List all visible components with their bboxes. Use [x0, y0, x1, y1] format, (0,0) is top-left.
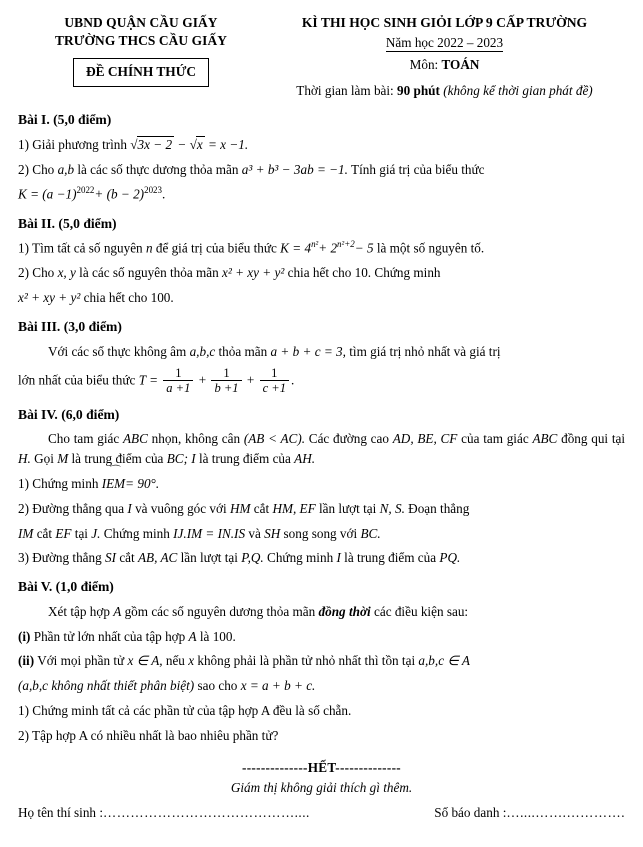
school-name: TRƯỜNG THCS CẦU GIẤY — [54, 32, 227, 48]
bai5-ii-x: x — [188, 653, 195, 669]
bai4-a: Cho tam giác — [48, 431, 120, 447]
bai1-q2-exp2: 2023 — [144, 185, 163, 196]
bai5-i-b: là 100. — [199, 628, 236, 644]
bai2-q2-vars: x, y — [57, 265, 76, 281]
document-footer — [0, 758, 643, 797]
bai4-AH: AH. — [294, 451, 316, 467]
bai2-q2-expr1: x² + xy + y² — [222, 265, 285, 281]
bai5-condition-ii-cont — [18, 676, 625, 696]
bai3-vars: a,b,c — [189, 343, 216, 359]
bai4-triangle2: ABC — [532, 431, 558, 447]
bai3-statement — [18, 342, 625, 362]
bai2-q1-K2: + 2 — [318, 240, 338, 256]
bai4-q2-NS: N, S. — [379, 500, 405, 516]
angle-hat-icon: ⌒ — [107, 464, 119, 477]
bai5-ii-b: nếu — [165, 653, 185, 669]
bai5-set-A: A — [113, 603, 122, 619]
bai5-ii-equation: x = a + b + c. — [240, 678, 316, 694]
candidate-id-dots: …....…….…………. — [506, 804, 625, 820]
bai2-q1-K: K = 4 — [280, 240, 312, 256]
bai3-a: Với các số thực không âm — [48, 343, 187, 359]
bai2-q2-a: 2) Cho — [18, 265, 55, 281]
bai4-intro — [18, 429, 625, 469]
section-title-5: Bài V. (1,0 điểm) — [18, 579, 114, 595]
fraction-c — [260, 366, 289, 395]
bai4-triangle: ABC — [122, 431, 148, 447]
bai1-q2-a: 2) Cho — [18, 161, 55, 177]
bai4-b: nhọn, không cân — [151, 431, 241, 447]
bai5-emphasis: đồng thời — [318, 603, 371, 619]
document-header — [0, 0, 643, 100]
bai5-ii-label: (ii) — [18, 653, 35, 669]
bai5-ii-c: không phải là phần tử nhỏ nhất thì tồn tại — [197, 653, 416, 669]
bai3-c: tìm giá trị nhỏ nhất và giá trị — [349, 343, 501, 359]
bai4-q2-J: J. — [91, 525, 101, 541]
bai4-c: Các đường cao — [308, 431, 389, 447]
subject-line — [264, 55, 625, 74]
bai3-b: thỏa mãn — [218, 343, 268, 359]
bai4-q2-SH: SH — [264, 525, 281, 541]
bai5-b: gồm các số nguyên dương thỏa mãn — [124, 603, 316, 619]
header-right-block — [264, 14, 625, 100]
time-note: (không kể thời gian phát đề) — [443, 82, 593, 98]
candidate-id-label: Số báo danh : — [434, 804, 507, 820]
bai1-question-2 — [18, 160, 625, 180]
bai4-q2-IM: IM — [18, 525, 34, 541]
bai4-BCI: BC; I — [166, 451, 196, 467]
bai2-question-1 — [18, 238, 625, 258]
bai4-i: là trung điểm của — [198, 451, 291, 467]
bai4-q3-SI: SI — [105, 550, 117, 566]
bai2-question-2 — [18, 263, 625, 283]
bai3-T: T = — [138, 372, 158, 388]
bai2-q1-a: 1) Tìm tất cả số nguyên — [18, 240, 143, 256]
bai3-d: lớn nhất của biểu thức — [18, 372, 136, 388]
school-year-line — [264, 33, 625, 52]
bai5-ii-a: Với mọi phần tử — [37, 653, 125, 669]
bai4-q2-d: lần lượt tại — [318, 500, 377, 516]
plus-2: + — [246, 372, 255, 388]
bai4-question-1 — [18, 464, 625, 494]
bai4-q1-b: = 90°. — [125, 475, 160, 491]
exam-title: KÌ THI HỌC SINH GIỎI LỚP 9 CẤP TRƯỜNG — [301, 15, 588, 30]
bai1-q2-end: . — [162, 186, 166, 202]
bai4-q3-a: 3) Đường thẳng — [18, 550, 102, 566]
official-exam-badge: ĐỀ CHÍNH THỨC — [73, 58, 209, 86]
bai3-expression-line — [18, 367, 625, 396]
bai2-q1-exp2: n²+2 — [337, 239, 355, 250]
frac-b-num: 1 — [223, 365, 230, 380]
time-value: 90 phút — [397, 82, 440, 98]
bai2-q2-b: là các số nguyên thỏa mãn — [79, 265, 219, 281]
subject-value: TOÁN — [441, 56, 480, 72]
bai5-condition-ii — [18, 651, 625, 671]
bai1-q2-b: là các số thực dương thỏa mãn — [77, 161, 239, 177]
bai5-question-2: 2) Tập hợp A có nhiều nhất là bao nhiêu phần tử? — [18, 727, 279, 743]
school-year: Năm học 2022 – 2023 — [385, 34, 504, 50]
bai1-q1-prefix: 1) Giải phương trình — [18, 136, 127, 152]
bai4-q3-e: là trung điểm của — [344, 550, 437, 566]
bai5-intro — [18, 602, 625, 622]
bai5-ii-abc: a,b,c ∈ A — [418, 653, 470, 669]
bai5-i-label: (i) — [18, 628, 31, 644]
subject-label: Môn: — [409, 56, 439, 72]
proctor-note: Giám thị không giải thích gì thêm. — [230, 779, 413, 795]
end-marker: --------------HẾT-------------- — [242, 759, 401, 775]
bai4-q3-b: cắt — [119, 550, 135, 566]
bai4-h2: là trung điểm của — [71, 451, 164, 467]
bai5-i-a: Phần tử lớn nhất của tập hợp — [33, 628, 186, 644]
bai2-q2-expr2: x² + xy + y² — [18, 290, 81, 306]
bai4-d: của — [461, 431, 480, 447]
bai2-q1-n: n — [145, 240, 153, 256]
bai4-e: tam giác — [483, 431, 529, 447]
bai4-q2-HMEF: HM, EF — [272, 500, 316, 516]
bai4-q2-I: I — [127, 500, 132, 516]
bai4-q3-ABAC: AB, AC — [137, 550, 178, 566]
bai4-H: H. — [18, 451, 31, 467]
bai2-q2-c: chia hết cho 10. Chứng minh — [287, 265, 441, 281]
bai4-q2-j: và — [248, 525, 261, 541]
candidate-id-field — [434, 803, 625, 822]
bai5-c: các điều kiện sau: — [373, 603, 469, 619]
bai3-condition: a + b + c = 3, — [270, 343, 346, 359]
bai1-q2-c: Tính giá trị của biểu thức — [351, 161, 485, 177]
bai4-q2-i: Chứng minh — [103, 525, 170, 541]
bai4-q3-d: Chứng minh — [267, 550, 334, 566]
candidate-name-label: Họ tên thí sinh : — [18, 804, 103, 820]
bai4-q2-c: cắt — [253, 500, 270, 516]
bai3-end: . — [291, 372, 295, 388]
frac-c-den: c +1 — [260, 380, 289, 395]
sqrt-x: √x — [189, 136, 203, 152]
bai5-ii-xA: x ∈ A, — [127, 653, 163, 669]
candidate-info-line — [0, 803, 643, 822]
plus-1: + — [198, 372, 207, 388]
frac-a-num: 1 — [175, 365, 182, 380]
bai5-ii-e: không nhất thiết phân biệt) — [51, 678, 195, 694]
frac-a-den: a +1 — [163, 380, 193, 395]
fraction-a — [163, 366, 193, 395]
section-title-1: Bài I. (5,0 điểm) — [18, 112, 112, 128]
bai4-q3-I: I — [336, 550, 341, 566]
bai5-a: Xét tập hợp — [48, 603, 110, 619]
bai1-q2-exp1: 2022 — [76, 185, 95, 196]
bai4-q3-PQ: P,Q. — [241, 550, 264, 566]
bai4-q2-BC: BC. — [360, 525, 381, 541]
bai2-q2-cont — [18, 288, 625, 308]
frac-b-den: b +1 — [211, 380, 241, 395]
bai4-question-2 — [18, 499, 625, 519]
bai1-question-1: 1) Giải phương trình √3x − 2 − √x = x −1. — [18, 135, 625, 155]
bai4-f: đồng qui tại — [561, 431, 626, 447]
angle-IEM-label: IEM — [101, 475, 126, 491]
section-title-2: Bài II. (5,0 điểm) — [18, 215, 117, 231]
bai4-q2-a: 2) Đường thẳng qua — [18, 500, 125, 516]
bai1-q2-vars: a,b — [57, 161, 75, 177]
bai1-q2-condition: a³ + b³ − 3ab = −1. — [241, 161, 348, 177]
bai4-heights: AD, BE, CF — [392, 431, 458, 447]
issuing-authority: UBND QUẬN CẦU GIẤY — [64, 15, 218, 30]
bai4-M: M — [57, 451, 69, 467]
bai4-q2-e: Đoạn thẳng — [408, 500, 470, 516]
bai4-g: Gọi — [34, 451, 54, 467]
angle-IEM — [101, 464, 126, 494]
sqrt-3x-2: √3x − 2 — [130, 136, 173, 152]
bai2-q1-b: để giá trị của biểu thức — [155, 240, 277, 256]
frac-c-num: 1 — [271, 365, 278, 380]
bai4-q2-HM: HM — [229, 500, 251, 516]
candidate-name-field — [18, 803, 310, 822]
section-title-3: Bài III. (3,0 điểm) — [18, 319, 122, 335]
time-line — [264, 81, 625, 100]
bai4-q3-PQ2: PQ. — [439, 550, 461, 566]
bai2-q1-K3: − 5 — [354, 240, 374, 256]
bai1-q2-K1: K = (a −1) — [18, 186, 77, 202]
bai4-q2-h: tại — [74, 525, 88, 541]
section-title-4: Bài IV. (6,0 điểm) — [18, 406, 120, 422]
bai1-q2-expression — [18, 184, 625, 204]
bai5-condition-i — [18, 627, 625, 647]
bai4-q2-b: và vuông góc với — [135, 500, 227, 516]
header-left-block — [18, 14, 264, 87]
fraction-b — [211, 366, 241, 395]
bai2-q2-d: chia hết cho 100. — [83, 290, 174, 306]
bai5-i-A: A — [188, 628, 197, 644]
exam-body — [0, 110, 643, 746]
bai4-question-3 — [18, 548, 625, 568]
bai4-cond: (AB < AC). — [243, 431, 306, 447]
bai4-q2-EF: EF — [55, 525, 72, 541]
candidate-name-dots: …………………………………….... — [103, 804, 310, 820]
bai4-q2-k: song song với — [283, 525, 358, 541]
bai5-question-1: 1) Chứng minh tất cả các phần tử của tập hợp A đều là số chẵn. — [18, 703, 352, 719]
bai2-q1-exp1: n² — [311, 239, 319, 250]
bai4-question-2-cont — [18, 524, 625, 544]
bai4-q1-a: 1) Chứng minh — [18, 475, 99, 491]
bai5-ii-d: (a,b,c — [18, 678, 49, 694]
bai4-q2-equation: IJ.IM = IN.IS — [173, 525, 246, 541]
bai1-q2-K2: + (b − 2) — [94, 186, 145, 202]
bai4-q3-c: lần lượt tại — [180, 550, 238, 566]
time-label: Thời gian làm bài: — [296, 82, 394, 98]
bai1-q1-rhs: = x −1. — [207, 136, 249, 152]
bai2-q1-c: là một số nguyên tố. — [376, 240, 485, 256]
bai5-ii-f: sao cho — [197, 678, 238, 694]
bai4-q2-g: cắt — [36, 525, 53, 541]
